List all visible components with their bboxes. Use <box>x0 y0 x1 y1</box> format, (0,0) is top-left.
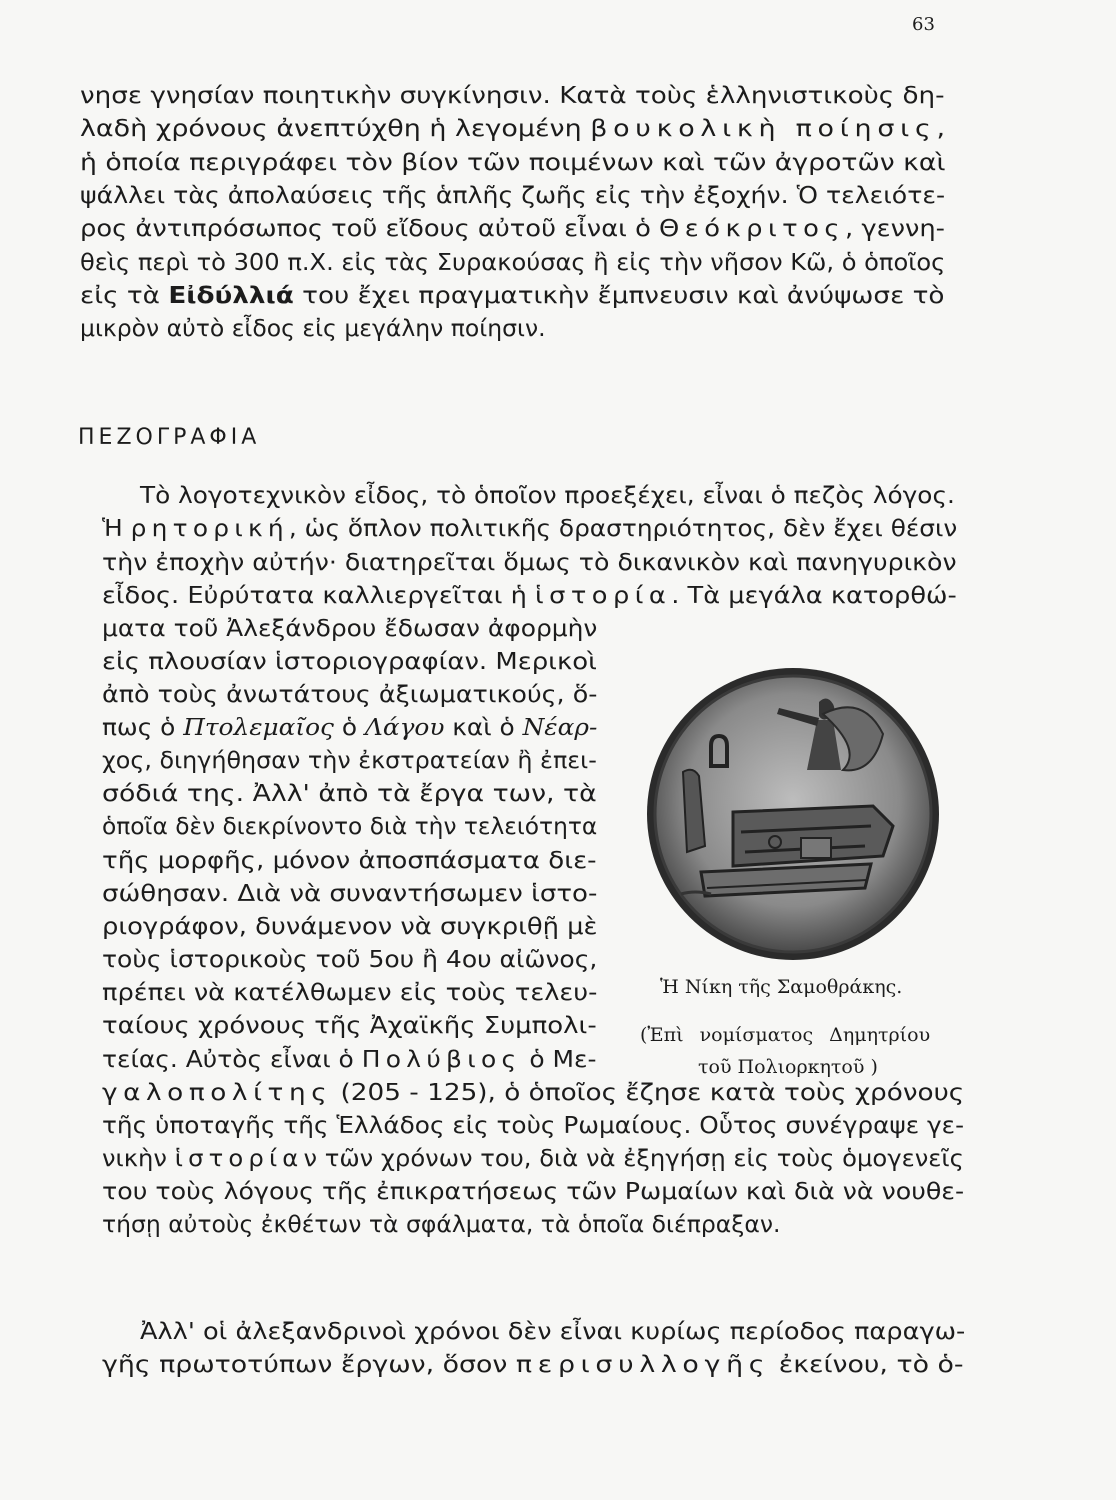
text-line: τὴν ἐποχὴν αὐτήν· διατηρεῖται ὅμως τὸ δικανικὸν καὶ πανηγυρικὸν <box>102 548 957 576</box>
text-line: πρέπει νὰ κατέλθωμεν εἰς τοὺς τελευ- <box>102 978 598 1006</box>
text-line: ἀπὸ τοὺς ἀνωτάτους ἀξιωματικούς, ὅ- <box>102 680 598 708</box>
coin-image <box>641 662 945 966</box>
text-line: Ἀλλ' οἱ ἀλεξανδρινοὶ χρόνοι δὲν εἶναι κυρίως περίοδος παραγω- <box>140 1317 966 1345</box>
text-line: τείας. Αὐτὸς εἶναι ὁ Πολύβιος ὁ Με- <box>102 1045 597 1073</box>
text-line: νησε γνησίαν ποιητικὴν συγκίνησιν. Κατὰ τοὺς ἑλληνιστικοὺς δη- <box>80 81 945 109</box>
text-line: σώθησαν. Διὰ νὰ συναντήσωμεν ἱστο- <box>102 879 598 907</box>
text-line: εἰς πλουσίαν ἱστοριογραφίαν. Μερικοὶ <box>102 647 597 675</box>
text-line: ψάλλει τὰς ἀπολαύσεις τῆς ἁπλῆς ζωῆς εἰς τὴν ἐξοχήν. Ὁ τελειότε- <box>80 181 946 209</box>
text-line: λαδὴ χρόνους ἀνεπτύχθη ἡ λεγομένη βουκολικὴ ποίησις, <box>80 114 946 142</box>
section-title: ΠΕΖΟΓΡΑΦΙΑ <box>78 425 261 450</box>
text-line: ριογράφον, δυνάμενον νὰ συγκριθῇ μὲ <box>102 912 598 940</box>
text-line: σόδιά της. Ἀλλ' ἀπὸ τὰ ἔργα των, τὰ <box>102 779 597 807</box>
text-line: τήσῃ αὐτοὺς ἐκθέτων τὰ σφάλματα, τὰ ὁποῖα διέπραξαν. <box>102 1210 781 1238</box>
text-line: γαλοπολίτης (205 - 125), ὁ ὁποῖος ἔζησε κατὰ τοὺς χρόνους <box>102 1078 965 1106</box>
text-line: ματα τοῦ Ἀλεξάνδρου ἔδωσαν ἀφορμὴν <box>102 614 598 642</box>
caption-title: Ἡ Νίκη τῆς Σαμοθράκης. <box>660 976 903 998</box>
text-line: ταίους χρόνους τῆς Ἀχαϊκῆς Συμπολι- <box>102 1011 597 1039</box>
text-line: μικρὸν αὐτὸ εἶδος εἰς μεγάλην ποίησιν. <box>80 314 546 342</box>
text-line: εἶδος. Εὐρύτατα καλλιεργεῖται ἡ ἱστορία. Τὰ μεγάλα κατορθώ- <box>102 581 957 609</box>
text-line: τοὺς ἱστορικοὺς τοῦ 5ου ἢ 4ου αἰῶνος, <box>102 945 598 973</box>
text-line: ὁποῖα δὲν διεκρίνοντο διὰ τὴν τελειότητα <box>102 812 598 840</box>
text-line: Τὸ λογοτεχνικὸν εἶδος, τὸ ὁποῖον προεξέχει, εἶναι ὁ πεζὸς λόγος. <box>140 481 955 509</box>
text-line: του τοὺς λόγους τῆς ἐπικρατήσεως τῶν Ρωμαίων καὶ διὰ νὰ νουθε- <box>102 1177 965 1205</box>
caption-line-2: (Ἐπὶ νομίσματος Δημητρίου <box>640 1024 931 1046</box>
text-line: εἰς τὰ Εἰδύλλιά του ἔχει πραγματικὴν ἔμπνευσιν καὶ ἀνύψωσε τὸ <box>80 281 945 309</box>
text-line: θεὶς περὶ τὸ 300 π.Χ. εἰς τὰς Συρακούσας ἢ εἰς τὴν νῆσον Κῶ, ὁ ὁποῖος <box>80 248 946 276</box>
text-line: χος, διηγήθησαν τὴν ἐκστρατείαν ἢ ἐπει- <box>102 746 597 774</box>
caption-line-3: τοῦ Πολιορκητοῦ ) <box>698 1056 878 1078</box>
text-line: νικὴν ἱστορίαν τῶν χρόνων του, διὰ νὰ ἐξηγήσῃ εἰς τοὺς ὁμογενεῖς <box>102 1144 964 1172</box>
page-number: 63 <box>912 14 935 35</box>
text-line: πως ὁ Πτολεμαῖος ὁ Λάγου καὶ ὁ Νέαρ- <box>102 713 598 741</box>
text-line: τῆς ὑποταγῆς τῆς Ἑλλάδος εἰς τοὺς Ρωμαίους. Οὗτος συνέγραψε γε- <box>102 1111 965 1139</box>
text-line: τῆς μορφῆς, μόνον ἀποσπάσματα διε- <box>102 846 597 874</box>
text-line: Ἡ ρητορική, ὡς ὅπλον πολιτικῆς δραστηριότητος, δὲν ἔχει θέσιν <box>102 514 958 542</box>
text-line: ρος ἀντιπρόσωπος τοῦ εἴδους αὐτοῦ εἶναι ὁ Θεόκριτος, γεννη- <box>80 214 945 242</box>
text-line: ἡ ὁποία περιγράφει τὸν βίον τῶν ποιμένων καὶ τῶν ἀγροτῶν καὶ <box>80 148 946 176</box>
text-line: γῆς πρωτοτύπων ἔργων, ὅσον περισυλλογῆς ἐκείνου, τὸ ὁ- <box>102 1350 964 1378</box>
